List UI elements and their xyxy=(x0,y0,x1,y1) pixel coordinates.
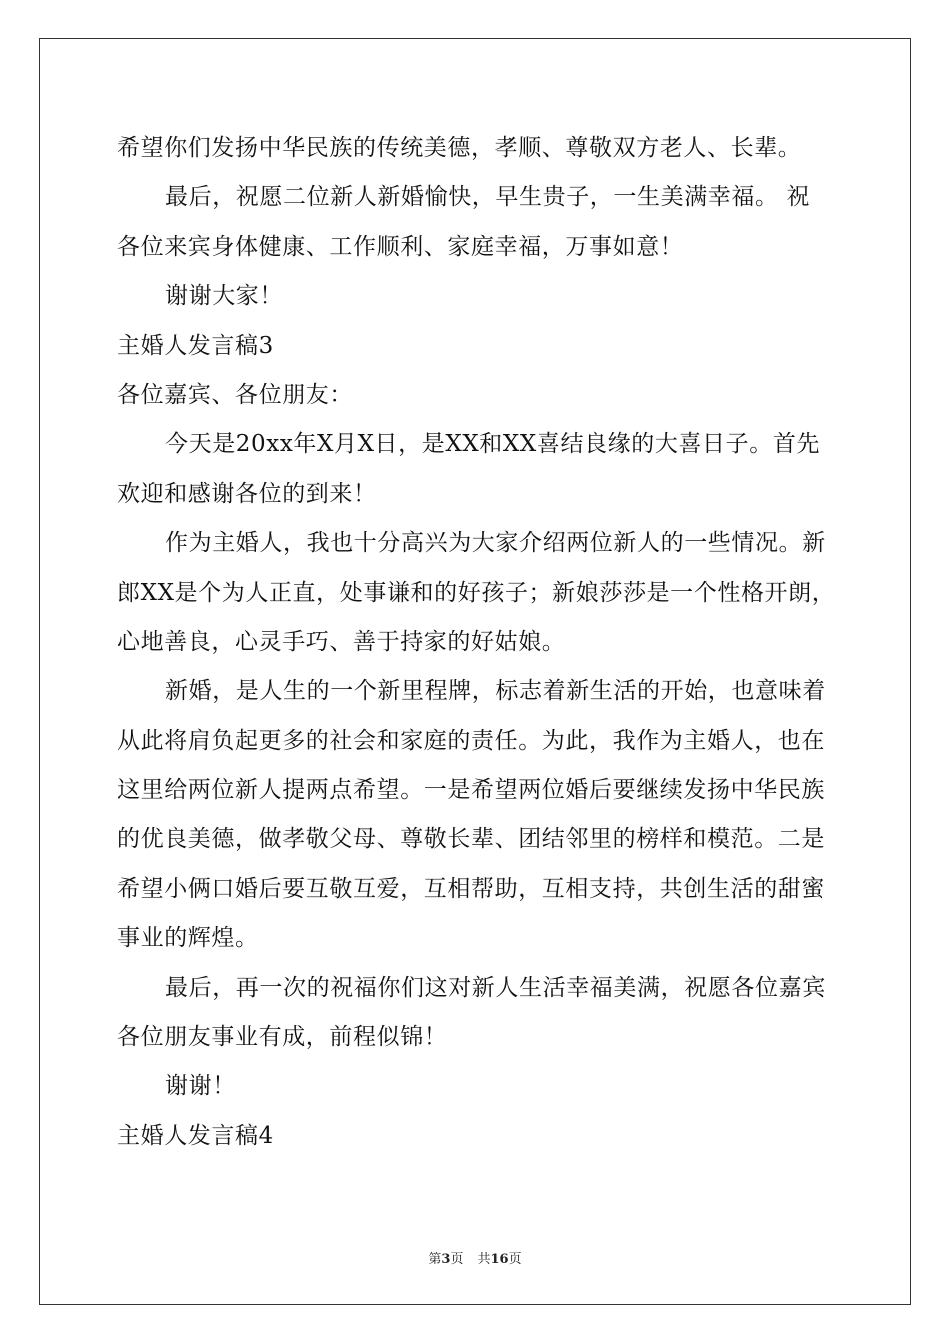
text-line: 各位来宾身体健康、工作顺利、家庭幸福，万事如意！ xyxy=(117,233,684,260)
total-pages-number: 16 xyxy=(490,1252,509,1267)
text-line: 从此将肩负起更多的社会和家庭的责任。为此，我作为主婚人，也在 xyxy=(117,727,825,754)
text-line: 各位嘉宾、各位朋友： xyxy=(117,381,353,408)
text-line: 事业的辉煌。 xyxy=(117,925,259,952)
text-line: 新婚，是人生的一个新里程牌，标志着新生活的开始，也意味着 xyxy=(165,678,826,705)
text-line: 这里给两位新人提两点希望。一是希望两位婚后要继续发扬中华民族 xyxy=(117,777,825,804)
text-line: 希望小俩口婚后要互敬互爱，互相帮助，互相支持，共创生活的甜蜜 xyxy=(117,875,825,902)
text-line: 最后，祝愿二位新人新婚愉快，早生贵子，一生美满幸福。 祝 xyxy=(165,184,811,211)
current-page-number: 3 xyxy=(441,1252,451,1267)
document-body xyxy=(117,128,839,1165)
page-footer xyxy=(0,1248,950,1267)
text-line: 今天是20xx年X月X日，是XX和XX喜结良缘的大喜日子。首先 xyxy=(165,431,821,458)
text-line: 谢谢大家！ xyxy=(165,283,283,310)
total-pages-suffix: 页 xyxy=(508,1252,522,1267)
page-number-suffix: 页 xyxy=(450,1252,464,1267)
total-pages-prefix: 共 xyxy=(477,1252,491,1267)
text-line: 的优良美德，做孝敬父母、尊敬长辈、团结邻里的榜样和模范。二是 xyxy=(117,826,825,853)
text-line: 欢迎和感谢各位的到来！ xyxy=(117,480,377,507)
text-line: 各位朋友事业有成，前程似锦！ xyxy=(117,1024,448,1051)
text-line: 谢谢！ xyxy=(165,1073,236,1100)
page-number-prefix: 第 xyxy=(428,1252,442,1267)
text-line: 最后，再一次的祝福你们这对新人生活幸福美满，祝愿各位嘉宾 xyxy=(165,974,826,1001)
text-line: 主婚人发言稿3 xyxy=(117,332,274,359)
text-line: 主婚人发言稿4 xyxy=(117,1122,274,1149)
text-line: 希望你们发扬中华民族的传统美德，孝顺、尊敬双方老人、长辈。 xyxy=(117,135,802,161)
text-line: 郎XX是个为人正直，处事谦和的好孩子；新娘莎莎是一个性格开朗， xyxy=(117,579,836,606)
text-line: 心地善良，心灵手巧、善于持家的好姑娘。 xyxy=(117,628,566,655)
text-line: 作为主婚人，我也十分高兴为大家介绍两位新人的一些情况。新 xyxy=(165,530,826,557)
